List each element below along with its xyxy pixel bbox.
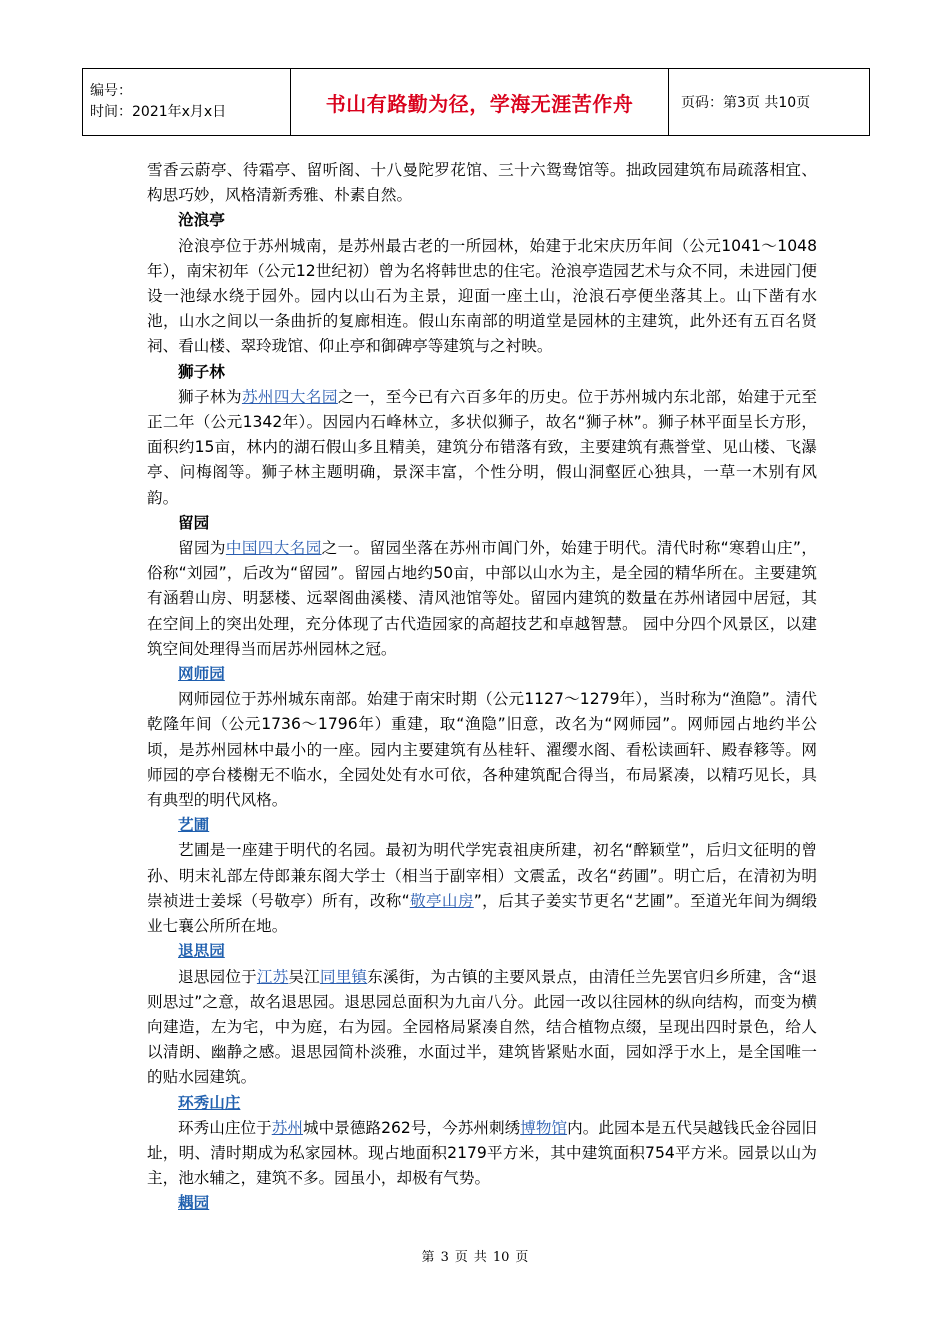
text-span: 退思园位于 <box>178 967 257 986</box>
link-tongli-town[interactable]: 同里镇 <box>319 967 368 986</box>
text-span: 之一，至今已有六百多年的历史。位于苏州城内东北部，始建于元至正二年（公元1342年）。因园内石峰林立，多状似狮子，故名“狮子林”。狮子林平面呈长方形，面积约15亩，林内的湖石假山多且精美，建筑分布错落有致，主要建筑有燕誉堂、见山楼、飞瀑亭、问梅阁等。狮子林主题明确，景深丰富，个性分明，假山洞壑匠心独具，一草一木别有风韵。 <box>147 387 817 507</box>
section-paragraph-tuisi <box>147 965 817 1091</box>
section-title-shizilin: 狮子林 <box>178 362 225 381</box>
link-china-four-gardens[interactable]: 中国四大名园 <box>225 539 322 558</box>
footer-ye: 页 <box>454 1250 468 1265</box>
section-title-ouyuan[interactable] <box>147 1191 817 1216</box>
header-table <box>82 68 870 136</box>
text-span: 之一。留园坐落在苏州市阊门外，始建于明代。清代时称“寒碧山庄”，俗称“刘园”，后改为“留园”。留园占地约50亩，中部以山水为主，是全园的精华所在。主要建筑有涵碧山房、明瑟楼、远翠阁曲溪楼、清风池馆等处。留园内建筑的数量在苏州诸园中居冠，其在空间上的突出处理，充分体现了古代造园家的高超技艺和卓越智慧。 园中分四个风景区，以建筑空间处理得当而居苏州园林之冠。 <box>147 539 817 658</box>
header-motto: 书山有路勤为径，学海无涯苦作舟 <box>291 69 669 136</box>
page-footer <box>0 1246 950 1265</box>
footer-page-number: 3 <box>440 1250 449 1265</box>
section-title-liuyuan: 留园 <box>178 513 210 532</box>
text-span: 东溪街，为古镇的主要风景点，由清任兰先罢官归乡所建，含“退则思过”之意，故名退思园。退思园总面积为九亩八分。此园一改以往园林的纵向结构，而变为横向建造，左为宅，中为庭，右为园。全园格局紧凑自然，结合植物点缀，呈现出四时景色，给人以清朗、幽静之感。退思园简朴淡雅，水面过半，建筑皆紧贴水面，园如浮于水上，是全国唯一的贴水园建筑。 <box>147 967 817 1087</box>
heading-link[interactable]: 耦园 <box>178 1194 210 1213</box>
section-paragraph-yipu <box>147 838 817 939</box>
section-paragraph-liuyuan <box>147 536 817 662</box>
text-span: 城中景德路262号，今苏州刺绣 <box>302 1118 521 1137</box>
document-body <box>147 158 817 1217</box>
heading-link[interactable]: 环秀山庄 <box>178 1093 241 1112</box>
link-suzhou[interactable]: 苏州 <box>271 1118 303 1137</box>
link-suzhou-four-gardens[interactable]: 苏州四大名园 <box>241 387 338 406</box>
text-span: 吴江 <box>288 967 320 986</box>
heading-link[interactable]: 艺圃 <box>178 816 210 835</box>
section-title-wangshi[interactable] <box>147 662 817 687</box>
link-jingting-shanfang[interactable]: 敬亭山房 <box>409 891 474 910</box>
section-paragraph-huanxiu <box>147 1116 817 1192</box>
text-span: 内。此园本是五代吴越钱氏金谷园旧址，明、清时期成为私家园林。现占地面积2179平方米，其中建筑面积754平方米。园景以山为主，池水辅之，建筑不多。园虽小，却极有气势。 <box>147 1118 817 1188</box>
text-span: 环秀山庄位于 <box>178 1118 272 1137</box>
heading-link[interactable]: 网师园 <box>178 665 225 684</box>
number-label: 编号： <box>90 83 132 99</box>
header-meta-cell <box>83 69 291 136</box>
footer-total-pages: 10 <box>492 1250 510 1265</box>
section-paragraph-canglang: 沧浪亭位于苏州城南，是苏州最古老的一所园林，始建于北宋庆历年间（公元1041～1048年），南宋初年（公元12世纪初）曾为名将韩世忠的住宅。沧浪亭造园艺术与众不同，未进园门便设一池绿水绕于园外。园内以山石为主景，迎面一座土山，沧浪石亭便坐落其上。山下凿有水池，山水之间以一条曲折的复廊相连。假山东南部的明道堂是园林的主建筑，此外还有五百名贤祠、看山楼、翠玲珑馆、仰止亭和御碑亭等建筑与之衬映。 <box>147 236 817 356</box>
section-title-huanxiu[interactable] <box>147 1091 817 1116</box>
link-jiangsu[interactable]: 江苏 <box>256 967 289 986</box>
footer-di: 第 <box>421 1250 435 1265</box>
heading-link[interactable]: 退思园 <box>178 942 225 961</box>
section-paragraph-wangshi: 网师园位于苏州城东南部。始建于南宋时期（公元1127～1279年），当时称为“渔隐”。清代乾隆年间（公元1736～1796年）重建，取“渔隐”旧意，改名为“网师园”。网师园占地约半公顷，是苏州园林中最小的一座。园内主要建筑有丛桂轩、濯缨水阁、看松读画轩、殿春簃等。网师园的亭台楼榭无不临水，全园处处有水可依，各种建筑配合得当，布局紧凑，以精巧见长，具有典型的明代风格。 <box>147 690 817 810</box>
section-paragraph-shizilin <box>147 385 817 511</box>
section-title-tuisi[interactable] <box>147 939 817 964</box>
section-title-yipu[interactable] <box>147 813 817 838</box>
section-title-canglang: 沧浪亭 <box>178 211 225 230</box>
header-page-info: 页码：第3页 共10页 <box>669 69 870 136</box>
text-span: 狮子林为 <box>178 387 242 406</box>
text-span: ”，后其子姜实节更名“艺圃”。至道光年间为绸缎业七襄公所所在地。 <box>147 891 817 936</box>
text-span: 艺圃是一座建于明代的名园。最初为明代学宪袁祖庚所建，初名“醉颖堂”，后归文征明的曾孙、明末礼部左侍郎兼东阁大学士（相当于副宰相）文震孟，改名“药圃”。明亡后，在清初为明崇祯进士姜埰（号敬亭）所有，改称“ <box>147 841 817 910</box>
intro-paragraph: 雪香云蔚亭、待霜亭、留听阁、十八曼陀罗花馆、三十六鸳鸯馆等。拙政园建筑布局疏落相宜、构思巧妙，风格清新秀雅、朴素自然。 <box>147 161 817 205</box>
footer-gong: 共 <box>473 1250 487 1265</box>
footer-ye: 页 <box>515 1250 529 1265</box>
link-museum[interactable]: 博物馆 <box>520 1118 568 1137</box>
time-label: 时间：2021年x月x日 <box>90 104 227 120</box>
text-span: 留园为 <box>178 539 226 558</box>
